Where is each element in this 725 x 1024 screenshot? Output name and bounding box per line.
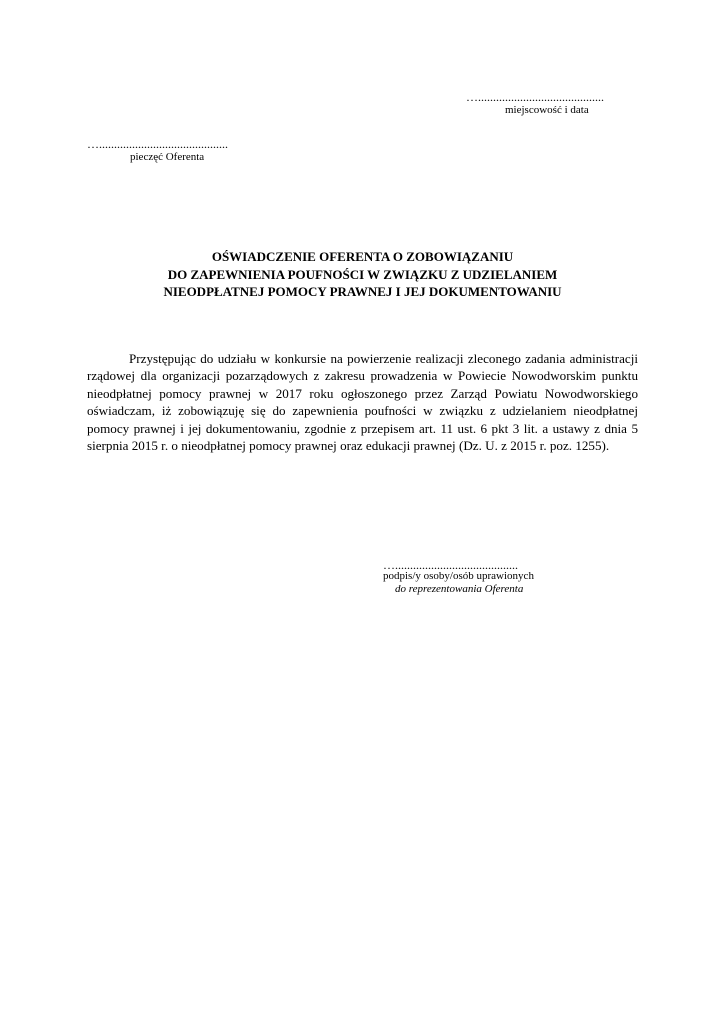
signature-label: podpis/y osoby/osób uprawionych <box>383 570 534 582</box>
place-date-dots: ….......................................... <box>466 90 604 104</box>
signature-sublabel: do reprezentowania Oferenta <box>395 583 524 595</box>
signature-dots: …......................................... <box>383 558 518 572</box>
document-title <box>87 248 638 301</box>
title-line-3: NIEODPŁATNEJ POMOCY PRAWNEJ I JEJ DOKUMENTOWANIU <box>163 284 562 299</box>
place-date-label: miejscowość i data <box>505 104 589 116</box>
title-line-2: DO ZAPEWNIENIA POUFNOŚCI W ZWIĄZKU Z UDZIELANIEM <box>167 266 558 282</box>
declaration-paragraph: Przystępując do udziału w konkursie na powierzenie realizacji zleconego zadania administracji rządowej dla organizacji pozarządowych z zakresu prowadzenia w Powiecie Nowodworskim punktu nieodpłatnej pomocy prawnej w 2017 roku ogłoszonego przez Zarząd Powiatu Nowodworskiego oświadczam, iż zobowiązuję się do zapewnienia poufności w związku z udzielaniem nieodpłatnej pomocy prawnej i jej dokumentowaniu, zgodnie z przepisem art. 11 ust. 6 pkt 3 lit. a ustawy z dnia 5 sierpnia 2015 r. o nieodpłatnej pomocy prawnej oraz edukacji prawnej (Dz. U. z 2015 r. poz. 1255). <box>87 351 638 454</box>
stamp-label: pieczęć Oferenta <box>130 151 205 163</box>
stamp-dots: …........................................... <box>87 137 228 151</box>
title-line-1: OŚWIADCZENIE OFERENTA O ZOBOWIĄZANIU <box>211 249 514 264</box>
